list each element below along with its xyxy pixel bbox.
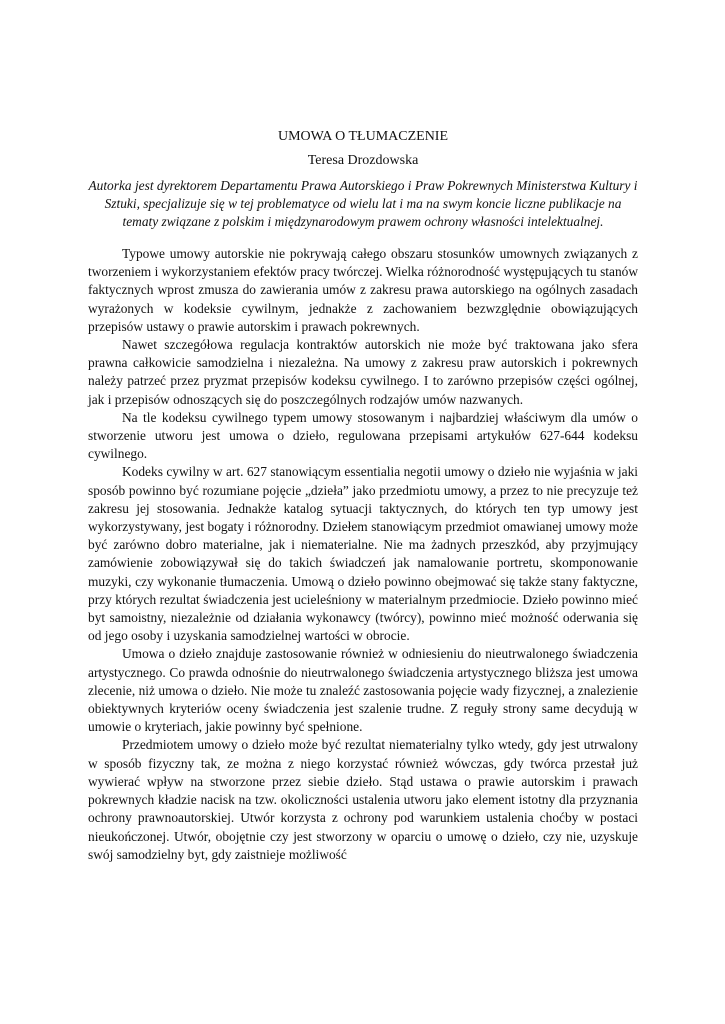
paragraph-1: Typowe umowy autorskie nie pokrywają całego obszaru stosunków umownych związanych z tworzeniem i wykorzystaniem efektów pracy twórczej. Wielka różnorodność występujących tu stanów faktycznych wprost zmusza do zawierania umów z zakresu prawa autorskiego na ogólnych zasadach wyrażonych w kodeksie cywilnym, jednakże z zachowaniem bezwzględnie obowiązujących przepisów ustawy o prawie autorskim i prawach pokrewnych. [88, 246, 638, 334]
paragraph-5: Umowa o dzieło znajduje zastosowanie również w odniesieniu do nieutrwalonego świadczenia artystycznego. Co prawda odnośnie do nieutrwalonego świadczenia artystycznego bliższa jest umowa zlecenie, niż umowa o dzieło. Nie może tu znaleźć zastosowania pojęcie wady fizycznej, a znalezienie obiektywnych kryteriów oceny świadczenia jest szalenie trudne. Z reguły strony same decydują w umowie o kryteriach, jakie powinny być spełnione. [88, 646, 638, 735]
paragraph-6: Przedmiotem umowy o dzieło może być rezultat niematerialny tylko wtedy, gdy jest utrwalony w sposób fizyczny tak, ze można z niego korzystać również wówczas, gdy twórca przestał już wywierać wpływ na stworzone przez siebie dzieło. Stąd ustawa o prawie autorskim i prawach pokrewnych kładzie nacisk na tzw. okoliczności ustalenia utworu jako element istotny dla przyznania ochrony prawnoautorskiej. Utwór korzysta z ochrony pod warunkiem ustalenia choćby w postaci nieukończonej. Utwór, obojętnie czy jest stworzony w oparciu o umowę o dzieło, czy nie, uzyskuje swój samodzielny byt, gdy zaistnieje możliwość [88, 737, 638, 862]
author-bio: Autorka jest dyrektorem Departamentu Prawa Autorskiego i Praw Pokrewnych Ministerstwa Kultury i Sztuki, specjalizuje się w tej problematyce od wielu lat i ma na swym koncie liczne publikacje na tematy związane z polskim i międzynarodowym prawem ochrony własności intelektualnej. [88, 178, 638, 229]
paragraph-4: Kodeks cywilny w art. 627 stanowiącym essentialia negotii umowy o dzieło nie wyjaśnia w jaki sposób powinno być rozumiane pojęcie „dzieła” jako przedmiotu umowy, a przez to nie precyzuje też zakresu jej stosowania. Jednakże katalog sytuacji taktycznych, do których ten typ umowy jest wykorzystywany, jest bogaty i różnorodny. Dziełem stanowiącym przedmiot omawianej umowy może być zarówno dobro materialne, jak i niematerialne. Nie ma żadnych przeszkód, aby przyjmujący zamówienie zobowiązywał się do takich świadczeń jak namalowanie portretu, skomponowanie muzyki, czy wykonanie tłumaczenia. Umową o dzieło powinno obejmować się także stany faktyczne, przy których rezultat świadczenia jest ucieleśniony w materialnym przedmiocie. Dzieło powinno mieć byt samoistny, niezależnie od działania wykonawcy (twórcy), powinno mieć możność oderwania się od jego osoby i uzyskania samodzielnej wartości w obrocie. [88, 464, 638, 644]
document-page [88, 128, 638, 864]
document-title: UMOWA O TŁUMACZENIE [277, 129, 449, 144]
paragraph-3: Na tle kodeksu cywilnego typem umowy stosowanym i najbardziej właściwym dla umów o stworzenie utworu jest umowa o dzieło, regulowana przepisami artykułów 627-644 kodeksu cywilnego. [88, 409, 638, 462]
paragraph-2: Nawet szczegółowa regulacja kontraktów autorskich nie może być traktowana jako sfera prawna całkowicie samodzielna i niezależna. Na umowy z zakresu praw autorskich i pokrewnych należy patrzeć przez pryzmat przepisów kodeksu cywilnego. I to zarówno przepisów części ogólnej, jak i przepisów odnoszących się do poszczególnych rodzajów umów nazwanych. [88, 337, 638, 407]
author-name: Teresa Drozdowska [307, 153, 419, 168]
